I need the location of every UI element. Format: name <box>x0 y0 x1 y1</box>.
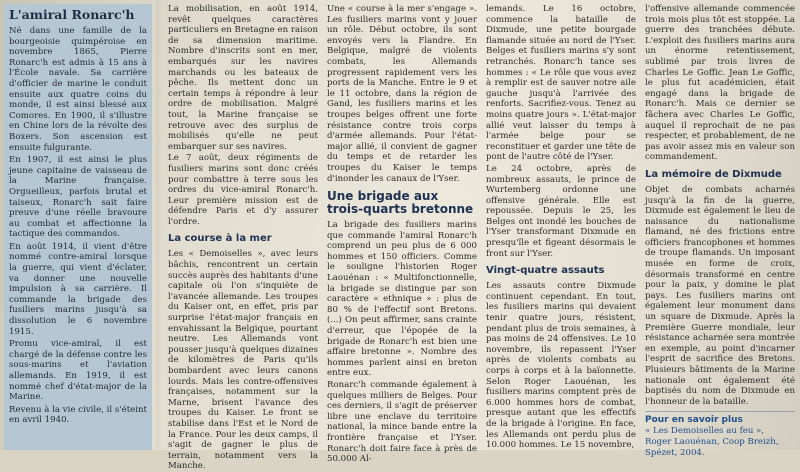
col1-paragraph-2: Le 7 août, deux régiments de fusiliers marins sont donc créés pour combattre à terre sous les ordres du vice-amiral Ronarc'h. Leur première mission est de défendre Paris et d'y assurer l'ordre. <box>168 153 318 227</box>
col3-paragraph-2: Le 24 octobre, après de nombreux assauts, le prince de Wurtemberg ordonne une offensive générale. Elle est repoussée. Depuis le 25, les Belges ont inondé les bouches de l'Yser transformant Dixmude en presqu'île et figeant désormais le front sur l'Yser. <box>486 163 636 259</box>
col3-paragraph-3: Les assauts contre Dixmude continuent cependant. En tout, les fusiliers marins qui devaient tenir quatre jours, résistent, pendant plus de trois semaines, à pas moins de 24 offensives. Le 10 novembre, ils repassent l'Yser après de violents combats au corps à corps et à la baïonnette. Selon Roger Laouénan, les fusiliers marins comptent près de 6.000 hommes hors de combat, presque autant que les effectifs de la brigade à l'origine. En face, les Allemands ont perdu plus de 10.000 hommes. Le 15 novembre, <box>486 281 636 451</box>
sidebar-title: L'amiral Ronarc'h <box>9 7 135 22</box>
col1-paragraph-1: La mobilisation, en août 1914, revêt quelques caractères particuliers en Bretagne en raison de sa dimension maritime. Nombre d'inscrits sont en mer, embarqués sur les navires marchands ou les bateaux de pêche. Ils mettent donc un certain temps à répondre à leur ordre de mobilisation. Malgré tout, la Marine française se retrouve avec des surplus de mobilisés qu'elle ne peut embarquer sur ses navires. <box>168 4 318 152</box>
sidebar-paragraph-5: Revenu à la vie civile, il s'éteint en avril 1940. <box>9 404 148 426</box>
biography-sidebar <box>4 4 152 450</box>
col4-paragraph-1: l'offensive allemande commencée trois mois plus tôt est stoppée. La guerre des tranchées débute. L'exploit des fusiliers marins aura un énorme retentissement, sublimé par trois livres de Charles Le Goffic. Jean Le Goffic, le plus fut académicien, était engagé dans la brigade de Ronarc'h. Mais ce dernier se fâchera avec Charles Le Goffic, auquel il reprochait de ne pas respecter, et probablement, de ne pas avoir assez mis en valeur son commandement. <box>645 4 795 163</box>
col3-paragraph-1: lemands. Le 16 octobre, commence la bataille de Dixmude, une petite bourgade flamande située au nord de l'Yser. Belges et fusiliers marins s'y sont retranchés. Ronarc'h tance ses hommes : « Le rôle que vous avez à remplir est de sauver notre aile gauche jusqu'à l'arrivée des renforts. Sacrifiez-vous. Tenez au moins quatre jours ». L'état-major allié veut laisser du temps à l'armée belge pour se reconstituer et garder une tête de pont de l'autre côté de l'Yser. <box>486 4 636 163</box>
article-column-1 <box>168 4 318 472</box>
sidebar-paragraph-3: En août 1914, il vient d'être nommé contre-amiral lorsque la guerre, qui vient d'éclater, va donner une nouvelle impulsion à sa carrière. Il commande la brigade des fusiliers marins jusqu'à sa dissolution le 6 novembre 1915. <box>9 241 147 337</box>
further-reading-title: Pour en savoir plus <box>645 415 743 426</box>
divider-rule <box>645 411 795 412</box>
sidebar-paragraph-2: En 1907, il est ainsi le plus jeune capitaine de vaisseau de la Marine française. Orgueilleux, parfois brutal et taiseux, Ronarc'h sait faire preuve d'une réelle bravoure au combat et affectionne la tactique des commandos. <box>9 155 147 240</box>
sidebar-paragraph-1: Né dans une famille de la bourgeoisie quimpéroise en novembre 1865, Pierre Ronarc'h est admis à 15 ans à l'École navale. Sa carrière d'officier de marine le conduit ensuite aux quatre coins du monde, il est ainsi blessé aux Comores. En 1900, il s'illustre en Chine lors de la révolte des Boxers. Son ascension est ensuite fulgurante. <box>9 26 147 153</box>
col4-paragraph-2: Objet de combats acharnés jusqu'à la fin de la guerre, Dixmude est également le lieu de naissance du nationalisme flamand, né des frictions entre officiers francophones et hommes de troupe flamands. Un imposant musée en forme de croix, désormais transformé en centre pour la paix, y domine le plat pays. Les fusiliers marins ont également leur monument dans un square de Dixmude. Après la Première Guerre mondiale, leur résistance acharnée sera montrée en exemple, au point d'incarner l'esprit de sacrifice des Bretons. Plusieurs bâtiments de la Marine nationale ont également été baptisés du nom de Dixmude en l'honneur de la bataille. <box>645 184 795 407</box>
subheading-course-a-la-mer: La course à la mer <box>168 233 272 245</box>
sidebar-paragraph-4: Promu vice-amiral, il est chargé de la défense contre les sous-marins et l'aviation allemands. En 1919, il est nommé chef d'état-major de la Marine. <box>9 339 147 403</box>
article-column-3 <box>486 4 636 450</box>
article-column-4 <box>645 4 795 458</box>
col2-paragraph-2: La brigade des fusiliers marins que commande l'amiral Ronarc'h comprend un peu plus de 6 000 hommes et 150 officiers. Comme le souligne l'historien Roger Laouénan : « Multifonctionnelle, la brigade se distingue par son caractère « ethnique » : plus de 80 % de l'effectif sont Bretons. (...) On peut affirmer, sans crainte d'erreur, que l'épopée de la brigade de Ronarc'h est bien une affaire bretonne ». Nombre des hommes parlent ainsi en breton entre eux. <box>327 220 477 379</box>
further-reading-publisher: Spézet, 2004. <box>645 447 705 458</box>
further-reading-author: Roger Laouénan, Coop Breizh, <box>645 436 779 447</box>
article-column-2 <box>327 4 477 465</box>
subheading-memoire-dixmude: La mémoire de Dixmude <box>645 168 782 180</box>
col2-paragraph-3: Ronarc'h commande également à quelques milliers de Belges. Pour ces derniers, il s'agit de préserver libre une enclave du territoire national, la mince bande entre la frontière française et l'Yser. Ronarc'h doit faire face à près de 50.000 Al- <box>327 380 477 465</box>
column-gutter <box>156 0 162 450</box>
col2-paragraph-1: Une « course à la mer s'engage ». Les fusiliers marins vont y jouer un rôle. Début octobre, ils sont envoyés vers la Flandre. En Belgique, malgré de violents combats, les Allemands progressent rapidement vers les ports de la Manche. Entre le 9 et le 11 octobre, dans la région de Gand, les fusiliers marins et les troupes belges offrent une forte résistance contre trois corps d'armée allemands. Pour l'état-major allié, il convient de gagner du temps et de retarder les troupes du Kaiser le temps d'inonder les canaux de l'Yser. <box>327 4 477 184</box>
col1-paragraph-3: Les « Demoiselles », avec leurs bâchis, rencontrent un certain succès auprès des habitants d'une capitale où l'on s'inquiète de l'avancée allemande. Les troupes du Kaiser ont, en effet, pris par surprise l'état-major français en envahissant la Belgique, pourtant neutre. Les Allemands vont pousser jusqu'à quelques dizaines de kilomètres de Paris qu'ils bombardent avec leurs canons lourds. Mais les contre-offensives françaises, notamment sur la Marne, brisent l'avance des troupes du Kaiser. Le front se stabilise dans l'Est et le Nord de la France. Pour les deux camps, il s'agit de gagner le plus de terrain, notamment vers la Manche. <box>168 249 318 472</box>
subheading-vingt-quatre-assauts: Vingt-quatre assauts <box>486 265 605 277</box>
headline-brigade: Une brigade aux trois-quarts bretonne <box>327 189 474 217</box>
further-reading-book: « Les Demoiselles au feu », <box>645 426 765 437</box>
